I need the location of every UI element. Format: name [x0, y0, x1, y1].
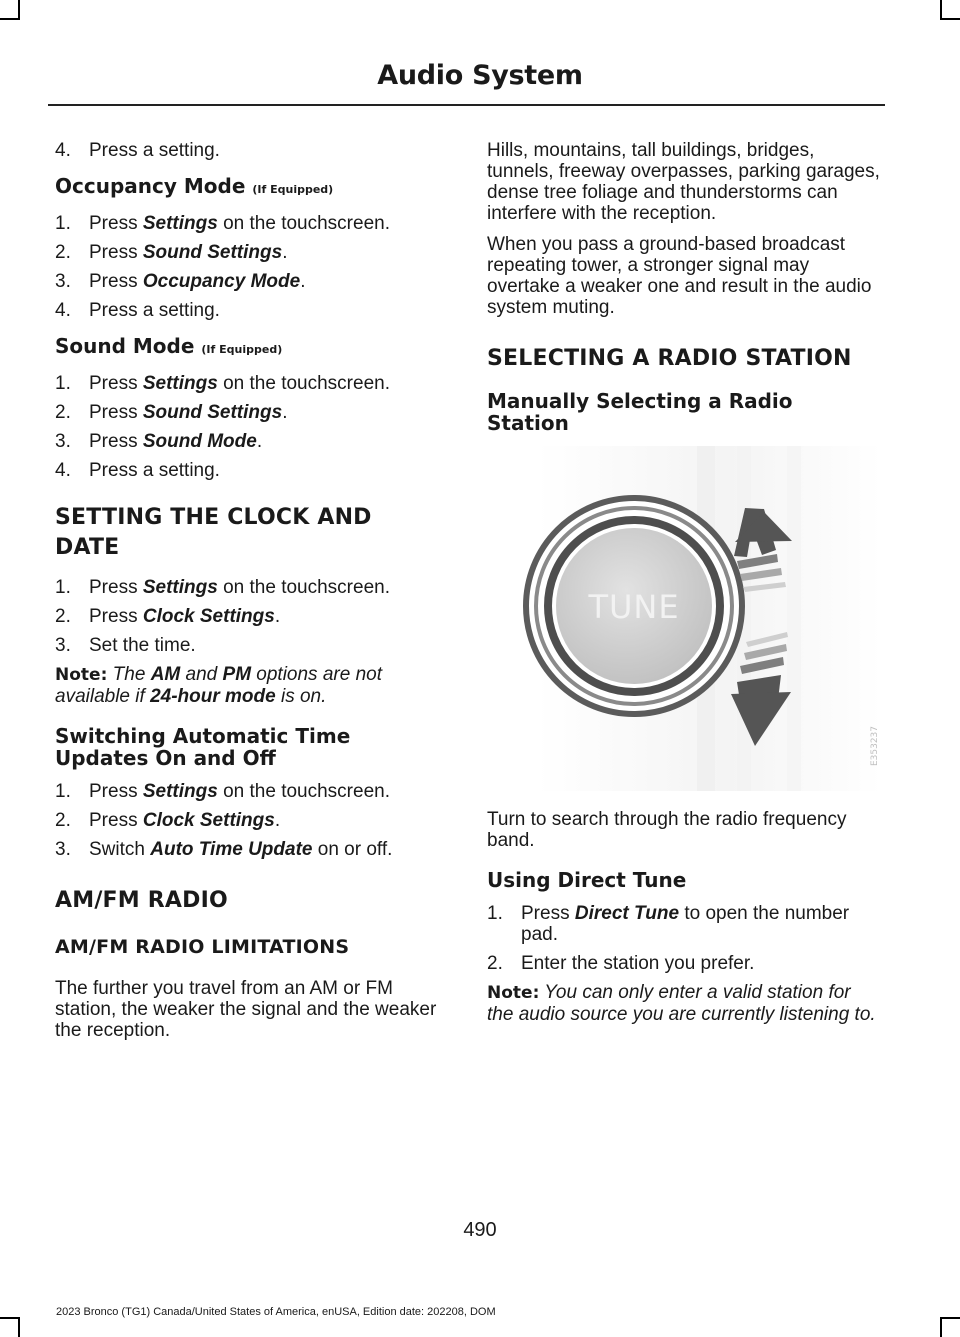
- crop-mark: [0, 1317, 20, 1319]
- if-equipped-tag: (If Equipped): [201, 343, 283, 356]
- note-text: The: [107, 664, 151, 685]
- crop-mark: [940, 0, 942, 20]
- section-heading-manual-select: [487, 390, 882, 434]
- heading-text: Sound Mode: [55, 334, 195, 358]
- step-text-part: .: [282, 402, 288, 423]
- footer-edition: 2023 Bronco (TG1) Canada/United States of America, enUSA, Edition date: 202208, DOM: [56, 1306, 496, 1318]
- header-divider: [48, 104, 885, 106]
- interference-paragraph: Hills, mountains, tall buildings, bridges, tunnels, freeway overpasses, parking garages, dense tree foliage and thunderstorms can interfere with the reception.: [487, 140, 880, 224]
- ui-term: Sound Settings: [142, 242, 283, 263]
- step-text: [89, 402, 440, 423]
- list-item: [55, 460, 440, 481]
- list-item: [55, 577, 440, 598]
- step-text-part: .: [256, 431, 263, 452]
- step-text: [521, 903, 882, 945]
- step-text: [89, 577, 440, 598]
- list-item: [55, 431, 440, 452]
- step-number: 2.: [55, 810, 71, 831]
- step-text-part: .: [274, 810, 281, 831]
- step-text-part: Press: [89, 213, 143, 234]
- heading-line: Manually Selecting a Radio: [487, 389, 793, 413]
- page-number: 490: [463, 1219, 497, 1241]
- crop-mark: [940, 1317, 960, 1319]
- figure-code: E353237: [870, 726, 880, 767]
- direct-tune-note: [487, 982, 882, 1025]
- step-text-part: to open the number pad.: [521, 903, 850, 945]
- heading-line: Switching Automatic Time: [55, 724, 351, 748]
- step-text: [89, 242, 440, 263]
- step-text: [89, 839, 440, 860]
- note-text: is on.: [275, 686, 327, 707]
- heading-line: Updates On and Off: [55, 746, 276, 770]
- step-text-part: Press: [89, 242, 143, 263]
- step-number: 3.: [55, 271, 71, 292]
- step-number: 1.: [55, 373, 71, 394]
- tower-paragraph: When you pass a ground-based broadcast repeating tower, a stronger signal may overtake a weaker one and result in the audio system muting.: [487, 234, 872, 318]
- step-text: [89, 213, 440, 234]
- step-number: 2.: [55, 402, 71, 423]
- crop-mark: [0, 18, 20, 20]
- ui-term: Sound Settings: [142, 402, 283, 423]
- knob-label: TUNE: [588, 588, 680, 626]
- step-text: [521, 953, 882, 974]
- section-heading-amfm: AM/FM RADIO: [55, 888, 228, 913]
- list-item: [55, 373, 440, 394]
- sound-mode-steps: [55, 373, 440, 481]
- ui-term: Settings: [142, 373, 218, 394]
- heading-line: DATE: [55, 535, 120, 560]
- crop-mark: [940, 1317, 942, 1337]
- step-number: 2.: [487, 953, 503, 974]
- right-column: [487, 140, 882, 1035]
- step-text-part: Press: [89, 373, 143, 394]
- ui-term: Sound Mode: [142, 431, 257, 452]
- step-text-part: Press: [89, 781, 143, 802]
- step-number: 3.: [55, 431, 71, 452]
- ui-term: Settings: [142, 577, 218, 598]
- step-number: 1.: [487, 903, 503, 924]
- step-number: 4.: [55, 300, 71, 321]
- note-term: 24-hour mode: [150, 686, 276, 707]
- left-column: [55, 140, 440, 1051]
- step-text-part: Press a setting.: [89, 300, 220, 321]
- ui-term: Clock Settings: [142, 606, 275, 627]
- step-text: [89, 300, 440, 321]
- ui-term: Settings: [142, 781, 218, 802]
- step-text-part: on the touchscreen.: [217, 577, 390, 598]
- occupancy-steps: [55, 213, 440, 321]
- step-text: [89, 431, 440, 452]
- list-item: [55, 781, 440, 802]
- list-item: [487, 903, 882, 945]
- step-text: [89, 373, 440, 394]
- ui-term: Direct Tune: [574, 903, 680, 924]
- note-text: and: [180, 664, 223, 685]
- list-item: [55, 839, 440, 860]
- note-label: Note:: [487, 983, 540, 1003]
- step-text-part: Press: [89, 606, 143, 627]
- step-text-part: .: [274, 606, 281, 627]
- direct-tune-steps: [487, 903, 882, 974]
- step-text-part: on the touchscreen.: [217, 781, 390, 802]
- list-item: [55, 213, 440, 234]
- step-text: [89, 810, 440, 831]
- note-term: AM: [150, 664, 181, 685]
- section-heading-occupancy: [55, 175, 440, 201]
- section-heading-select-station: SELECTING A RADIO STATION: [487, 346, 852, 371]
- step-text: [89, 635, 440, 656]
- step-text-part: Press: [89, 810, 143, 831]
- amfm-paragraph: The further you travel from an AM or FM station, the weaker the signal and the weaker the reception.: [55, 978, 437, 1041]
- step-text-part: Press: [89, 577, 143, 598]
- note-text: You can only enter a valid station for the audio source you are currently listening to.: [487, 982, 876, 1025]
- step-text-part: on or off.: [312, 839, 393, 860]
- step-number: 3.: [55, 635, 71, 656]
- step-text-part: Press: [89, 271, 143, 292]
- note-term: PM: [222, 664, 252, 685]
- list-item: [55, 810, 440, 831]
- heading-text: Occupancy Mode: [55, 174, 246, 198]
- list-item: [55, 606, 440, 627]
- crop-mark: [18, 1317, 20, 1337]
- crop-mark: [18, 0, 20, 20]
- step-text: Press a setting.: [89, 140, 220, 161]
- list-item: [55, 635, 440, 656]
- step-text-part: on the touchscreen.: [217, 373, 390, 394]
- step-text: [89, 271, 440, 292]
- step-number: 4.: [55, 460, 71, 481]
- figure-caption: Turn to search through the radio frequency band.: [487, 809, 847, 851]
- clock-note: [55, 664, 440, 707]
- list-item: [487, 953, 882, 974]
- list-item: [55, 271, 440, 292]
- heading-line: Station: [487, 411, 569, 435]
- step-number: 3.: [55, 839, 71, 860]
- ui-term: Auto Time Update: [150, 839, 313, 860]
- heading-line: SETTING THE CLOCK AND: [55, 505, 372, 530]
- step-text-part: Press: [521, 903, 575, 924]
- step-text-part: Press: [89, 431, 143, 452]
- ui-term: Occupancy Mode: [142, 271, 301, 292]
- crop-mark: [940, 18, 960, 20]
- step-number: 2.: [55, 606, 71, 627]
- step-number: 1.: [55, 577, 71, 598]
- note-label: Note:: [55, 665, 108, 685]
- ui-term: Settings: [142, 213, 218, 234]
- step-text-part: .: [300, 271, 306, 292]
- page-header-title: Audio System: [377, 60, 583, 91]
- section-heading-direct-tune: Using Direct Tune: [487, 868, 687, 892]
- section-heading-clock: [55, 503, 440, 563]
- list-item: [55, 140, 440, 161]
- step-text-part: Press: [89, 402, 143, 423]
- auto-time-steps: [55, 781, 440, 860]
- step-number: 2.: [55, 242, 71, 263]
- step-text-part: Switch: [89, 839, 151, 860]
- list-item: [55, 242, 440, 263]
- clock-steps: [55, 577, 440, 656]
- ui-term: Clock Settings: [142, 810, 275, 831]
- step-text-part: .: [282, 242, 288, 263]
- if-equipped-tag: (If Equipped): [252, 183, 334, 196]
- background-band: [787, 446, 801, 791]
- step-text-part: Set the time.: [89, 635, 196, 656]
- step-number: 1.: [55, 781, 71, 802]
- step-text-part: Press a setting.: [89, 460, 220, 481]
- note-text: options are not available if: [55, 664, 382, 707]
- step-number: 1.: [55, 213, 71, 234]
- section-heading-sound-mode: [55, 335, 440, 361]
- tune-knob-illustration: [487, 446, 882, 791]
- section-heading-amfm-limitations: AM/FM RADIO LIMITATIONS: [55, 936, 350, 958]
- step-text: [89, 460, 440, 481]
- step-text-part: on the touchscreen.: [217, 213, 390, 234]
- step-text: [89, 781, 440, 802]
- section-heading-auto-time: [55, 725, 440, 769]
- step-text: [89, 606, 440, 627]
- step-number: 4.: [55, 140, 71, 161]
- list-item: [55, 300, 440, 321]
- tune-knob-svg: [487, 446, 882, 791]
- list-item: [55, 402, 440, 423]
- step-text-part: Enter the station you prefer.: [521, 953, 755, 974]
